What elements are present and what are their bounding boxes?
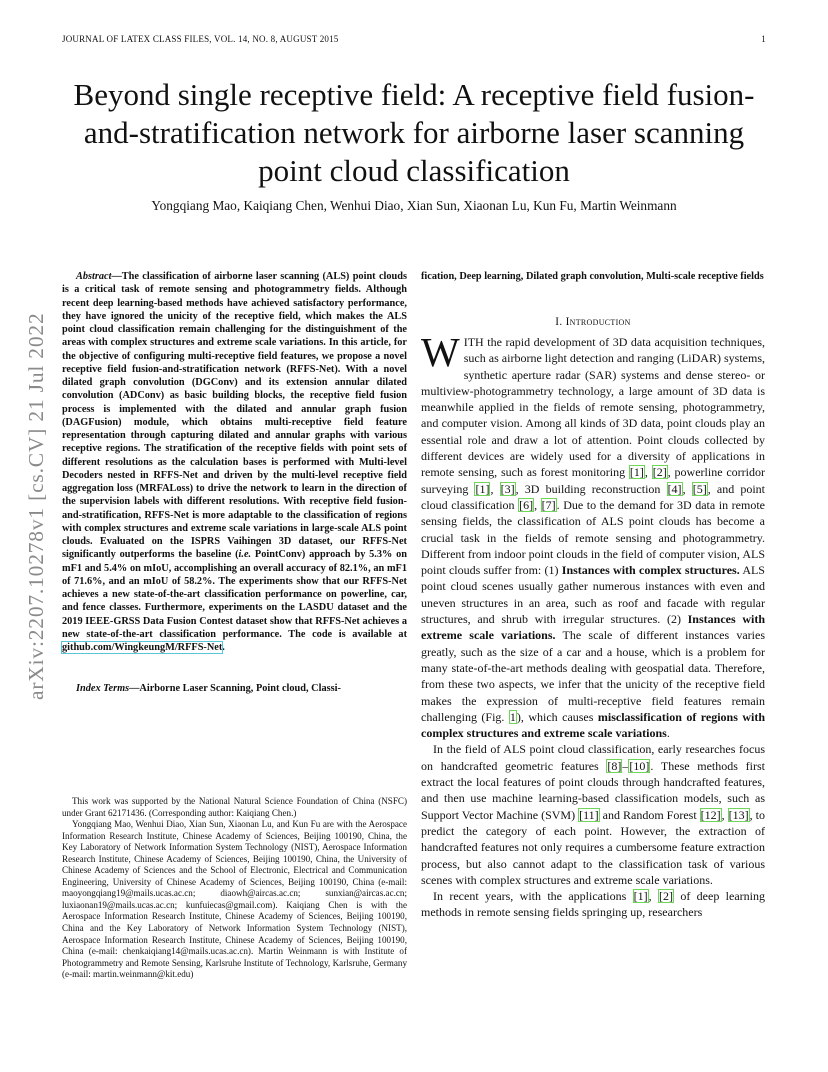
introduction-text bbox=[421, 329, 766, 921]
intro-text: , bbox=[490, 481, 500, 496]
intro-text: . These methods first extract the local features of point clouds through handcrafted features, and then use machine learning-based classification models, such as Support Vector Machine (SVM) bbox=[421, 758, 765, 822]
index-terms-left: —Airborne Laser Scanning, Point cloud, Classi- bbox=[129, 683, 341, 694]
intro-text: , bbox=[721, 807, 728, 822]
citation-link[interactable]: [7] bbox=[541, 497, 556, 512]
emphasis-scale-variations: Instances with extreme scale variations. bbox=[421, 612, 765, 643]
section-number: I. bbox=[555, 316, 563, 328]
citation-link[interactable]: [8] bbox=[607, 758, 622, 773]
intro-text: . bbox=[666, 726, 670, 741]
abstract bbox=[62, 270, 407, 654]
funding-footnote: This work was supported by the National Natural Science Foundation of China (NSFC) under Grant 62171436. (Corresponding author: Kaiqiang Chen.) bbox=[62, 796, 407, 818]
intro-text: and Random Forest bbox=[599, 807, 700, 822]
journal-name: JOURNAL OF LATEX CLASS FILES, VOL. 14, NO. 8, AUGUST 2015 bbox=[62, 34, 339, 44]
index-terms-continued: fication, Deep learning, Dilated graph convolution, Multi-scale receptive fields bbox=[421, 271, 764, 282]
intro-text: ), which causes bbox=[516, 709, 598, 724]
intro-text: ITH the rapid development of 3D data acquisition techniques, such as airborne light detection and ranging (LiDAR) systems, synthetic aperture radar (SAR) systems and dense stereo- or multiview-photogrammetry technology, a large amount of 3D data is meanwhile applied in the fields of remote sensing, photogrammetry, and computer vision. Among all kinds of 3D data, point clouds play an essential role and draw a lot of attention. Point clouds collected by different devices are widely used for a diversity of applications in remote sensing, such as forest monitoring bbox=[421, 335, 765, 480]
citation-link[interactable]: [6] bbox=[519, 497, 534, 512]
intro-paragraph-1 bbox=[421, 329, 766, 741]
index-terms bbox=[62, 682, 407, 695]
citation-link[interactable]: [3] bbox=[500, 481, 515, 496]
index-terms-label: Index Terms bbox=[76, 683, 130, 694]
citation-link[interactable]: [10] bbox=[629, 758, 650, 773]
intro-text: In the field of ALS point cloud classification, early researches focus on handcrafted geometric features bbox=[421, 742, 765, 773]
intro-text: – bbox=[622, 758, 629, 773]
abstract-ie: i.e. bbox=[238, 549, 252, 561]
citation-link[interactable]: [11] bbox=[579, 807, 599, 822]
figure-link[interactable]: 1 bbox=[509, 709, 516, 724]
intro-text: , bbox=[648, 889, 658, 904]
citation-link[interactable]: [1] bbox=[633, 889, 648, 904]
abstract-text-2: PointConv) approach by 5.3% on mF1 and 5.4% on mIoU, accomplishing an overall accuracy of 82.1%, an mF1 of 71.6%, and an mIoU of 58.2%. The experiments show that our RFFS-Net achieves a new state-of-the-art classification performance on powerline, car, and fence classes. Furthermore, experiments on the LASDU dataset and the 2019 IEEE-GRSS Data Fusion Contest dataset show that RFFS-Net achieves a new state-of-the-art classification performance. The code is available at bbox=[62, 549, 407, 640]
intro-text: of deep learning methods in remote sensing fields springing up, researchers bbox=[421, 889, 765, 920]
emphasis-misclassification: misclassification of regions with complex structures and extreme scale variations bbox=[421, 709, 766, 741]
running-head bbox=[62, 34, 766, 44]
code-link[interactable]: github.com/WingkeungM/RFFS-Net bbox=[62, 642, 223, 653]
intro-text: . Due to the demand for 3D data in remote sensing fields, the classification of ALS point clouds has become a crucial task in the fields of remote sensing and photogrammetry. Different from indoor point clouds in the field of computer vision, ALS point clouds suffer from: (1) bbox=[421, 497, 765, 578]
page-number: 1 bbox=[761, 34, 766, 44]
abstract-text: —The classification of airborne laser scanning (ALS) point clouds is a critical task of remote sensing and photogrammetry fields. Although recent deep learning-based methods have achieved satisfactory performance, they have ignored the unicity of the receptive field, which makes the ALS point cloud classification remain challenging for the distinguishment of the areas with complex structures and extreme scale variations. In this article, for the objective of configuring multi-receptive field features, we propose a novel receptive field fusion-and-stratification network (RFFS-Net). With a novel dilated graph convolution (DGConv) and its extension annular dilated convolution (ADConv) as basic building blocks, the receptive field fusion process is implemented with the dilated and annular graph fusion (DAGFusion) module, which obtains multi-receptive field feature representation through capturing dilated and annular graphs with various receptive regions. The stratification of the receptive fields with point sets of different resolutions as the calculation bases is performed with Multi-level Decoders nested in RFFS-Net and driven by the multi-level receptive field aggregation loss (MRFALoss) to drive the network to learn in the direction of the supervision labels with different resolutions. With receptive field fusion-and-stratification, RFFS-Net is more adaptable to the classification of regions with complex structures and extreme scale variations in large-scale ALS point clouds. Evaluated on the ISPRS Vaihingen 3D dataset, our RFFS-Net significantly outperforms the baseline ( bbox=[62, 271, 407, 561]
intro-paragraph-2 bbox=[421, 741, 765, 888]
section-heading bbox=[421, 316, 765, 328]
citation-link[interactable]: [1] bbox=[475, 481, 490, 496]
intro-text: , bbox=[682, 481, 692, 496]
citation-link[interactable]: [4] bbox=[667, 481, 682, 496]
author-list: Yongqiang Mao, Kaiqiang Chen, Wenhui Diao, Xian Sun, Xiaonan Lu, Kun Fu, Martin Weinmann bbox=[151, 198, 677, 213]
emphasis-complex-structures: Instances with complex structures. bbox=[561, 563, 740, 578]
intro-text: , and point cloud classification bbox=[421, 481, 766, 512]
arxiv-identifier: arXiv:2207.10278v1 [cs.CV] 21 Jul 2022 bbox=[24, 312, 48, 700]
intro-text: The scale of different instances varies greatly, such as the size of a car and a house, which is a problem for many state-of-the-art methods dealing with geospatial data. Therefore, from these two aspects, we infer that the unicity of the receptive field makes the expression of multi-receptive field features remain challenging (Fig. bbox=[421, 628, 765, 724]
paper-title: Beyond single receptive field: A receptive field fusion-and-stratification network for airborne laser scanning point cloud classification bbox=[73, 77, 755, 188]
drop-cap: W bbox=[421, 329, 460, 375]
intro-text: , powerline corridor surveying bbox=[421, 465, 765, 496]
intro-text: , bbox=[534, 497, 541, 512]
affiliation-footnote: Yongqiang Mao, Wenhui Diao, Xian Sun, Xiaonan Lu, and Kun Fu are with the Aerospace Information Research Institute, Chinese Academy of Sciences, Beijing 100190, China, the Key Laboratory of Network Information System Technology (NIST), Aerospace Information Research Institute, Chinese Academy of Sciences, Beijing 100190, China, the University of Chinese Academy of Sciences and the School of Electronic, Electrical and Communication Engineering, University of Chinese Academy of Sciences, Beijing 100190, China (e-mail: maoyongqiang19@mails.ucas.ac.cn; diaowh@aircas.ac.cn; sunxian@aircas.ac.cn; luxiaonan19@mails.ucas.ac.cn; kunfuiecas@gmail.com). Kaiqiang Chen is with the Aerospace Information Research Institute, Chinese Academy of Sciences, Beijing 100190, China and the Key Laboratory of Network Information System Technology (NIST), Aerospace Information Research Institute, Chinese Academy of Sciences, Beijing 100190, China (e-mail: chenkaiqiang14@mails.ucas.ac.cn). Martin Weinmann is with Institute of Photogrammetry and Remote Sensing, Karlsruhe Institute of Technology, Karlsruhe, Germany (e-mail: martin.weinmann@kit.edu) bbox=[62, 819, 407, 980]
section-title: Introduction bbox=[565, 316, 631, 328]
citation-link[interactable]: [2] bbox=[652, 465, 667, 480]
intro-paragraph-3 bbox=[421, 888, 765, 921]
citation-link[interactable]: [12] bbox=[700, 807, 721, 822]
intro-text: , 3D building reconstruction bbox=[515, 481, 667, 496]
intro-text: , to predict the category of each point. However, the extraction of handcrafted features not only requires a cumbersome feature extraction process, but also cannot adapt to the classification task of various scenes with complex structures and extreme scale variations. bbox=[421, 807, 766, 887]
citation-link[interactable]: [1] bbox=[629, 465, 644, 480]
citation-link[interactable]: [2] bbox=[659, 889, 673, 904]
citation-link[interactable]: [5] bbox=[692, 481, 707, 496]
citation-link[interactable]: [13] bbox=[728, 807, 749, 822]
intro-text: In recent years, with the applications bbox=[433, 889, 633, 904]
abstract-label: Abstract bbox=[76, 271, 112, 282]
intro-text: ALS point cloud scenes usually gather numerous instances with even and uneven structures in an area, such as roof and facade with regular structures, and shrub with irregular structures. (2) bbox=[421, 563, 765, 627]
abstract-end: . bbox=[222, 642, 225, 653]
intro-text: , bbox=[644, 465, 652, 480]
footnotes bbox=[62, 796, 407, 981]
